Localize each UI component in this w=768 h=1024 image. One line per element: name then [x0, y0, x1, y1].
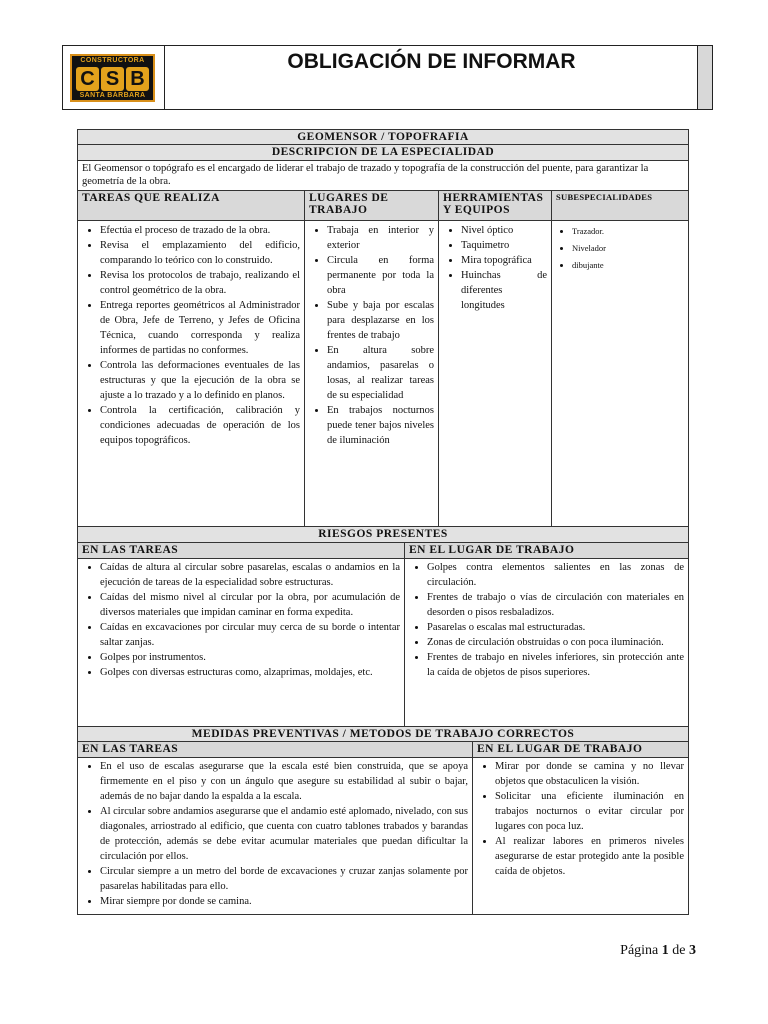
- tareas-cell: [78, 221, 305, 526]
- list-item: • Efectúa el proceso de trazado de la obra.: [100, 223, 300, 238]
- section-title-row: [78, 130, 688, 145]
- logo-letter: C: [76, 67, 99, 91]
- list-item: • Frentes de trabajo o vías de circulación con materiales en desorden o pisos resbaladizos.: [427, 590, 684, 620]
- total-pages: 3: [689, 943, 696, 958]
- list-item: • Mira topográfica: [461, 253, 547, 268]
- list-item: • Solicitar una eficiente iluminación en trabajos nocturnos o evitar circular por lugares con poca luz.: [495, 789, 684, 834]
- list-item: • Mirar siempre por donde se camina.: [100, 894, 468, 909]
- list-item: • Golpes contra elementos salientes en las zonas de circulación.: [427, 560, 684, 590]
- list-item: • Entrega reportes geométricos al Administrador de Obra, Jefe de Terreno, y Jefes de Oficina Técnica, cuando corresponda y realiza informes de partidas no conformes.: [100, 298, 300, 358]
- specialty-table: [77, 129, 689, 915]
- page-title: OBLIGACIÓN DE INFORMAR: [287, 50, 576, 73]
- list-item: • Frentes de trabajo en niveles inferiores, sin protección ante la caída de objetos de pisos superiores.: [427, 650, 684, 680]
- col-lugares-header: LUGARES DE TRABAJO: [305, 191, 439, 220]
- tasks-row: [78, 221, 688, 527]
- risks-title: RIESGOS PRESENTES: [318, 528, 448, 540]
- list-item: • Caídas de altura al circular sobre pasarelas, escalas o andamios en la ejecución de tareas de la especialidad sobre estructuras.: [100, 560, 400, 590]
- description-row: [78, 161, 688, 191]
- logo-bottom-text: SANTA BÁRBARA: [79, 92, 146, 99]
- list-item: • Trazador.: [572, 223, 684, 240]
- measures-lugar-cell: [473, 758, 688, 914]
- risks-lugar-header: EN EL LUGAR DE TRABAJO: [409, 544, 575, 556]
- list-item: • Mirar por donde se camina y no llevar objetos que obstaculicen la visión.: [495, 759, 684, 789]
- subespecialidades-cell: [552, 221, 688, 526]
- list-item: • En el uso de escalas asegurarse que la escala esté bien construida, que se apoya firmemente en el piso y con un ángulo que asegure su estabilidad al subir o bajar, además de no bajar dando la espalda a la escala.: [100, 759, 468, 804]
- col-tareas-header: TAREAS QUE REALIZA: [78, 191, 305, 220]
- page-of: de: [672, 943, 686, 958]
- measures-tareas-header: EN LAS TAREAS: [78, 742, 473, 757]
- measures-title-row: [78, 727, 688, 742]
- company-logo: [70, 54, 155, 102]
- list-item: • En trabajos nocturnos puede tener bajos niveles de iluminación: [327, 403, 434, 448]
- measures-header-row: [78, 742, 688, 758]
- risks-title-row: [78, 527, 688, 543]
- document-header: [62, 45, 713, 110]
- list-item: • Nivelador: [572, 240, 684, 257]
- header-side-cell: [697, 46, 712, 109]
- col-herramientas-header: HERRAMIENTAS Y EQUIPOS: [439, 191, 552, 220]
- list-item: • Sube y baja por escalas para desplazarse en los frentes de trabajo: [327, 298, 434, 343]
- list-item: • Pasarelas o escalas mal estructuradas.: [427, 620, 684, 635]
- logo-top-text: CONSTRUCTORA: [80, 57, 145, 64]
- col-subespecialidades-header: SUBESPECIALIDADES: [556, 192, 653, 202]
- list-item: • Caídas del mismo nivel al circular por la obra, por acumulación de diversos materiales que impidan caminar en forma expedita.: [100, 590, 400, 620]
- list-item: • Revisa el emplazamiento del edificio, comparando lo teórico con lo construido.: [100, 238, 300, 268]
- list-item: • dibujante: [572, 257, 684, 274]
- lugares-cell: [305, 221, 439, 526]
- measures-lugar-header: EN EL LUGAR DE TRABAJO: [477, 743, 643, 755]
- list-item: • Taquimetro: [461, 238, 547, 253]
- list-item: • Revisa los protocolos de trabajo, realizando el control geométrico de la obra.: [100, 268, 300, 298]
- list-item: • En altura sobre andamios, pasarelas o losas, al realizar tareas de su especialidad: [327, 343, 434, 403]
- list-item: • Nivel óptico: [461, 223, 547, 238]
- list-item: • Golpes con diversas estructuras como, alzaprimas, moldajes, etc.: [100, 665, 400, 680]
- list-item: • Al realizar labores en primeros niveles asegurarse de estar protegido ante la posible caída de objetos.: [495, 834, 684, 879]
- list-item: • Circular siempre a un metro del borde de excavaciones y cruzar zanjas solamente por pasarelas habilitadas para ello.: [100, 864, 468, 894]
- list-item: • Zonas de circulación obstruidas o con poca iluminación.: [427, 635, 684, 650]
- page-number: [620, 943, 696, 959]
- list-item: • Golpes por instrumentos.: [100, 650, 400, 665]
- herramientas-cell: [439, 221, 552, 526]
- logo-letters: [75, 67, 150, 91]
- title-cell: [164, 46, 699, 109]
- logo-cell: [63, 46, 165, 109]
- logo-letter: S: [101, 67, 124, 91]
- risks-lugar-cell: [405, 559, 688, 726]
- page-label: Página: [620, 943, 659, 958]
- description-title-row: [78, 145, 688, 161]
- list-item: • Controla la certificación, calibración y condiciones adecuadas de operación de los equipos topográficos.: [100, 403, 300, 448]
- current-page: 1: [661, 943, 669, 958]
- description-title: DESCRIPCION DE LA ESPECIALIDAD: [271, 146, 495, 158]
- list-item: • Circula en forma permanente por toda la obra: [327, 253, 434, 298]
- logo-letter: B: [126, 67, 149, 91]
- measures-row: [78, 758, 688, 914]
- list-item: • Al circular sobre andamios asegurarse que el andamio esté aplomado, nivelado, con sus diagonales, arriostrado al edificio, que cuenta con cuatro tablones trabados y barandas de protección, además se debe evitar acumular materiales que puedan dificultar la circulación por ellos.: [100, 804, 468, 864]
- section-title: GEOMENSOR / TOPOFRAFIA: [297, 131, 469, 143]
- risks-header-row: [78, 543, 688, 559]
- measures-title: MEDIDAS PREVENTIVAS / METODOS DE TRABAJO CORRECTOS: [191, 728, 575, 740]
- risks-tareas-header: EN LAS TAREAS: [78, 543, 405, 558]
- measures-tareas-cell: [78, 758, 473, 914]
- list-item: • Trabaja en interior y exterior: [327, 223, 434, 253]
- risks-tareas-cell: [78, 559, 405, 726]
- columns-header-row: [78, 191, 688, 221]
- list-item: • Huinchas de diferentes longitudes: [461, 268, 547, 313]
- description-text: El Geomensor o topógrafo es el encargado de liderar el trabajo de trazado y topografía de la construcción del puente, para garantizar la geometría de la obra.: [82, 163, 649, 187]
- list-item: • Caídas en excavaciones por circular muy cerca de su borde o intentar saltar zanjas.: [100, 620, 400, 650]
- risks-row: [78, 559, 688, 727]
- list-item: • Controla las deformaciones eventuales de las estructuras y que la ejecución de la obra se ajuste a lo trazado y a lo definido en planos.: [100, 358, 300, 403]
